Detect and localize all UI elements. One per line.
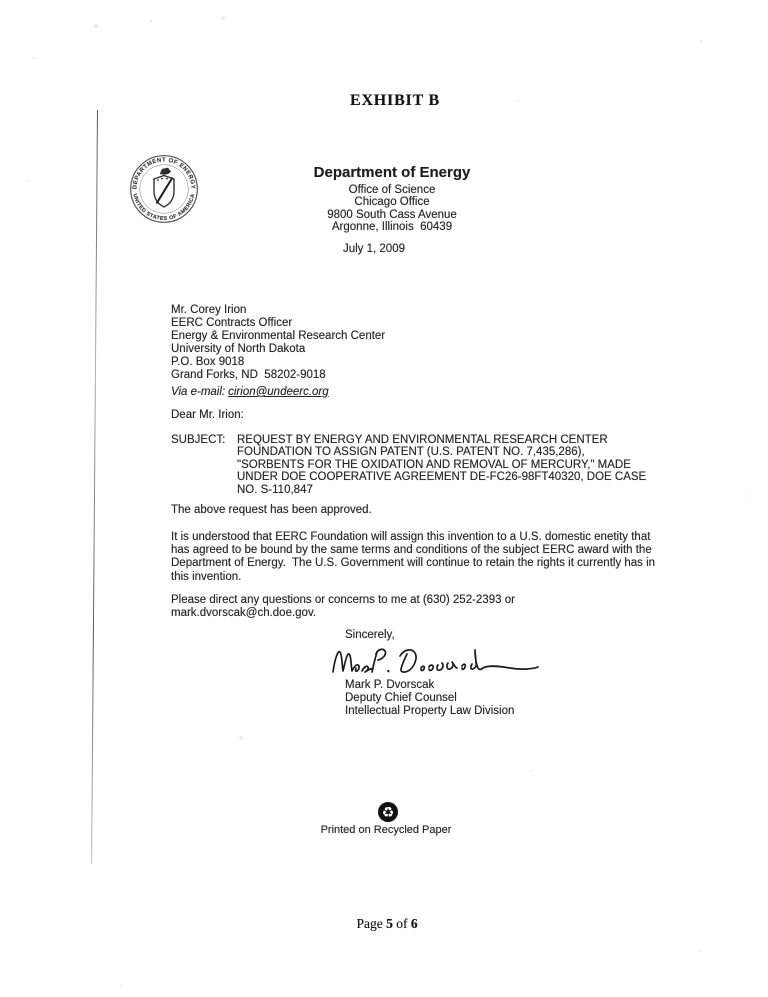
recipient-line: P.O. Box 9018 <box>171 355 245 368</box>
recipient-line: Energy & Environmental Research Center <box>171 329 386 342</box>
office-line: Argonne, Illinois 60439 <box>331 220 453 233</box>
valediction: Sincerely, <box>345 629 395 641</box>
page-number-of: of <box>396 916 408 931</box>
page-number-total: 6 <box>410 916 418 931</box>
scan-noise <box>0 0 2 2</box>
email-address: cirion@undeerc.org <box>228 386 329 398</box>
via-email-label: Via e-mail: <box>171 386 226 398</box>
agency-name: Department of Energy <box>313 164 471 181</box>
signer-block <box>345 679 514 718</box>
page-number-current: 5 <box>386 916 393 931</box>
office-line: Office of Science <box>348 184 436 196</box>
subject-line: NO. S-110,847 <box>237 483 313 496</box>
recipient-line: Mr. Corey Irion <box>171 304 247 316</box>
via-email-line <box>171 386 329 398</box>
body-line: this invention. <box>171 570 242 583</box>
office-line: 9800 South Cass Avenue <box>327 208 457 221</box>
body-line: It is understood that EERC Foundation will assign this invention to a U.S. domestic enetity that <box>171 531 651 543</box>
subject-line: REQUEST BY ENERGY AND ENVIRONMENTAL RESEARCH CENTER <box>237 434 608 446</box>
letterhead <box>8 164 768 233</box>
body-line: Please direct any questions or concerns to me at (630) 252-2393 or <box>171 594 515 606</box>
recipient-line: EERC Contracts Officer <box>171 316 293 329</box>
seal-top-text: DEPARTMENT OF ENERGY <box>132 157 196 190</box>
recipient-address <box>171 304 385 381</box>
salutation: Dear Mr. Irion: <box>171 409 244 421</box>
page-number-prefix: Page <box>356 916 383 931</box>
body-paragraph-2 <box>171 594 515 620</box>
signer-name: Mark P. Dvorscak <box>345 679 435 691</box>
office-line: Chicago Office <box>354 196 430 209</box>
exhibit-title: EXHIBIT B <box>349 92 441 109</box>
body-line: Department of Energy. The U.S. Government will continue to retain the rights it currently has in <box>171 557 656 570</box>
approval-line: The above request has been approved. <box>171 504 372 516</box>
subject-text <box>237 434 646 496</box>
signer-division: Intellectual Property Law Division <box>345 705 515 717</box>
subject-label: SUBJECT: <box>171 434 226 446</box>
recycle-note: Printed on Recycled Paper <box>320 824 452 836</box>
signature-handwriting <box>328 641 546 681</box>
body-paragraph-1 <box>171 531 655 584</box>
seal-bottom-text: UNITED STATES OF AMERICA <box>131 193 197 223</box>
body-line: mark.dvorscak@ch.doe.gov. <box>171 607 317 620</box>
subject-line: FOUNDATION TO ASSIGN PATENT (U.S. PATENT NO. 7,435,286), <box>237 446 585 459</box>
letter-date: July 1, 2009 <box>342 243 405 255</box>
body-line: has agreed to be bound by the same terms and conditions of the subject EERC award with the <box>171 544 652 557</box>
page-number <box>3 916 768 932</box>
subject-block <box>171 434 646 496</box>
subject-line: UNDER DOE COOPERATIVE AGREEMENT DE-FC26-98FT40320, DOE CASE <box>237 471 647 484</box>
subject-line: "SORBENTS FOR THE OXIDATION AND REMOVAL OF MERCURY," MADE <box>237 458 631 471</box>
signer-title: Deputy Chief Counsel <box>345 692 457 704</box>
recycle-icon: ♻ <box>378 802 398 822</box>
recipient-line: University of North Dakota <box>171 342 306 355</box>
recipient-line: Grand Forks, ND 58202-9018 <box>171 368 326 381</box>
